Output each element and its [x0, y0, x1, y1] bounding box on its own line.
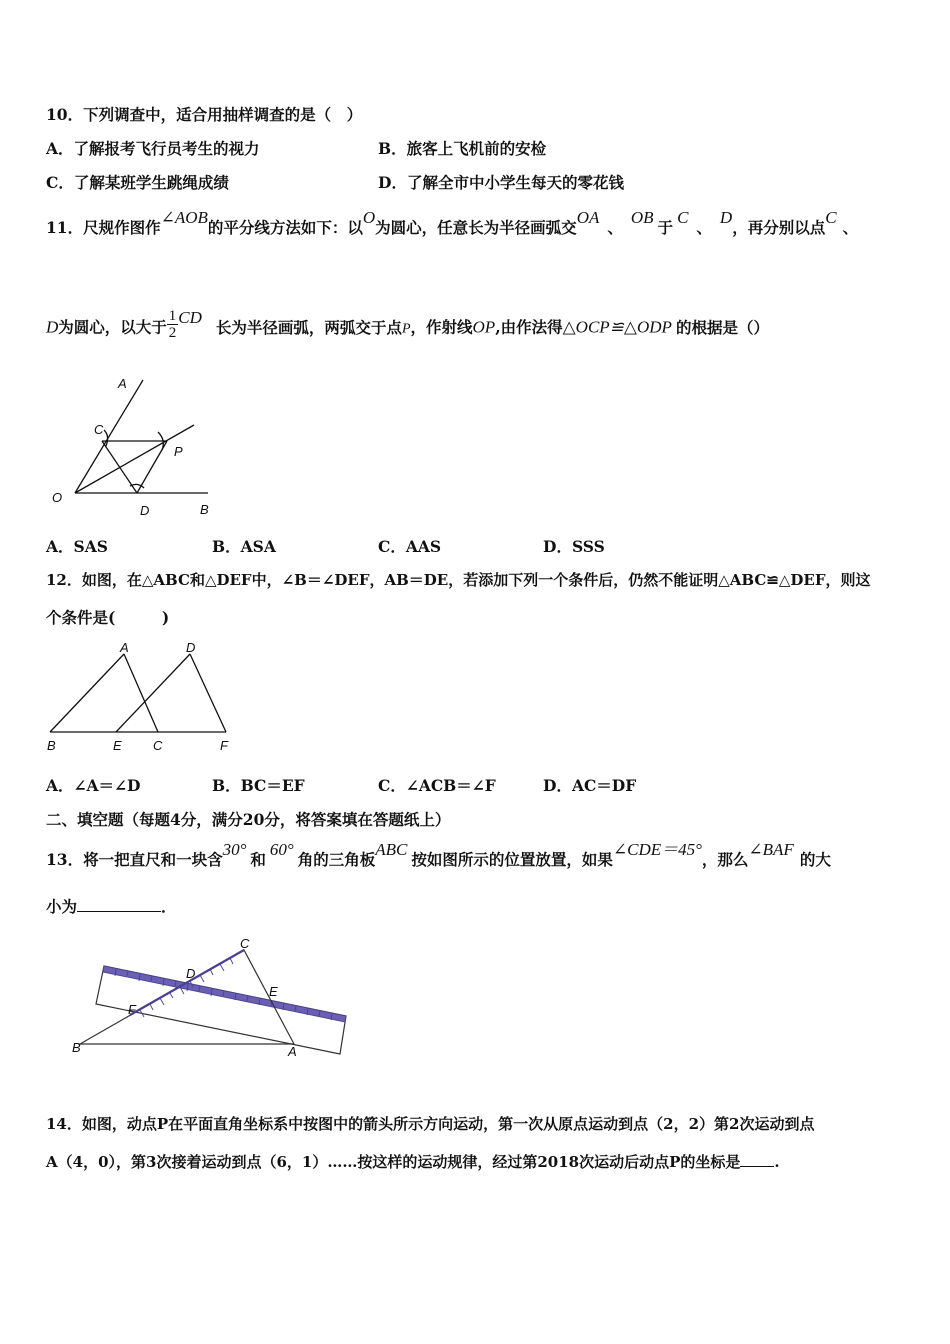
q13-text: ． — [161, 897, 177, 916]
q13-math-angle-baf: ∠BAF — [748, 840, 794, 859]
label-f: F — [220, 738, 228, 753]
q13-text: 按如图所示的位置放置，如果 — [411, 850, 613, 869]
label-e: E — [269, 984, 278, 999]
q13-answer-blank[interactable] — [77, 897, 161, 912]
label-f: F — [128, 1002, 136, 1017]
q14-text: . — [774, 1153, 780, 1171]
label-b: B — [47, 738, 56, 753]
label-b: B — [200, 502, 209, 517]
label-c: C — [153, 738, 163, 753]
q10-option-c: C．了解某班学生跳绳成绩 — [46, 173, 229, 192]
q11-option-b: B．ASA — [212, 537, 276, 556]
q11-math-d: D — [719, 208, 733, 227]
q10-option-b: B．旅客上飞机前的安检 — [378, 139, 547, 158]
q11-angle-bisector-figure — [40, 368, 220, 524]
label-d: D — [186, 640, 196, 655]
q11-text: 长为半径画弧，两弧交于点 — [215, 317, 402, 337]
q13-text: 和 — [250, 850, 266, 869]
q13-math-angle-cde: ∠CDE＝45° — [612, 840, 702, 859]
q12-stem-line2: 个条件是( ) — [46, 608, 170, 627]
q14-text: A（4，0），第3次接着运动到点（6，1）……按这样的运动规律，经过第2018次运动后动点P的坐标是 — [46, 1153, 741, 1171]
q11-option-a: A．SAS — [46, 537, 108, 556]
q11-math-congruence: △OCP≌△ODP — [562, 317, 672, 337]
q11-math-ob: OB — [630, 208, 654, 227]
q13-math-abc: ABC — [375, 840, 408, 859]
ray-op — [75, 425, 194, 493]
q11-text: 的平分线方法如下：以 — [207, 218, 363, 237]
q11-math-o: O — [362, 208, 376, 227]
fraction-denominator: 2 — [168, 325, 177, 341]
q12-option-a: A．∠A＝∠D — [46, 776, 141, 795]
q12-option-b: B．BC＝EF — [212, 776, 305, 795]
label-a: A — [120, 640, 129, 655]
q11-stem-line1 — [46, 208, 859, 238]
q13-math-30deg: 30° — [222, 840, 247, 859]
section-heading-fill-in: 二、填空题（每题4分，满分20分，将答案填在答题纸上） — [46, 810, 451, 829]
q11-option-d: D．SSS — [543, 537, 605, 556]
q13-stem-line2 — [46, 895, 177, 917]
q13-text: 小为 — [46, 897, 78, 916]
q11-text: 于 — [657, 218, 674, 237]
q12-stem-line1: 12．如图，在△ABC和△DEF中，∠B＝∠DEF，AB＝DE，若添加下列一个条件后，仍然不能证明△ABC≌△DEF，则这 — [46, 571, 871, 589]
segment-df — [190, 654, 226, 732]
q13-ruler-triangle-figure — [60, 936, 360, 1066]
q11-math-c: C — [677, 208, 689, 227]
q10-option-d: D．了解全市中小学生每天的零花钱 — [378, 173, 624, 192]
q11-text: ，作射线 — [410, 317, 473, 337]
label-o: O — [52, 490, 63, 505]
q13-text: 的大 — [799, 850, 831, 869]
label-c: C — [240, 936, 250, 951]
label-a: A — [118, 376, 127, 391]
q13-text: 13．将一把直尺和一块含 — [46, 850, 223, 869]
q14-stem-line1: 14．如图，动点P在平面直角坐标系中按图中的箭头所示方向运动，第一次从原点运动到点（2，2）第2次运动到点 — [46, 1115, 815, 1133]
label-c: C — [94, 422, 104, 437]
q11-text: 、 — [696, 218, 712, 237]
q11-stem-line2 — [46, 307, 769, 345]
q11-math-p: P — [401, 321, 411, 337]
label-e: E — [113, 738, 122, 753]
q13-stem-line1 — [46, 840, 831, 870]
q11-text: ，再分别以点 — [732, 218, 826, 237]
q14-stem-line2 — [46, 1151, 780, 1172]
q10-option-a: A．了解报考飞行员考生的视力 — [46, 139, 260, 158]
ray-oa — [75, 380, 143, 493]
q11-option-c: C．AAS — [378, 537, 442, 556]
q13-text: ，那么 — [701, 850, 749, 869]
q11-math-d2: D — [46, 317, 59, 337]
q11-text: 、 — [607, 218, 623, 237]
q11-math-cd: CD — [178, 307, 202, 327]
q11-math-aob: ∠AOB — [160, 208, 208, 227]
segment-ab — [50, 654, 124, 732]
fraction-numerator: 1 — [168, 308, 177, 324]
q11-math-oa: OA — [576, 208, 600, 227]
q11-text: ,由作法得 — [495, 317, 563, 337]
q11-text: 为圆心，任意长为半径画弧交 — [375, 218, 577, 237]
label-d: D — [140, 503, 150, 518]
q11-text: 11．尺规作图作 — [46, 218, 161, 237]
label-b: B — [72, 1040, 81, 1055]
q12-triangles-figure — [40, 640, 240, 758]
label-d: D — [186, 966, 196, 981]
q11-text: 为圆心，以大于 — [58, 317, 167, 337]
q11-math-c2: C — [825, 208, 837, 227]
label-a: A — [288, 1044, 297, 1059]
q12-option-d: D．AC＝DF — [543, 776, 637, 795]
q12-option-c: C．∠ACB＝∠F — [378, 776, 496, 795]
label-p: P — [174, 444, 183, 459]
q11-math-op: OP — [472, 317, 496, 337]
q13-text: 角的三角板 — [297, 850, 376, 869]
q10-stem: 10．下列调查中，适合用抽样调查的是（ ） — [46, 105, 363, 124]
q11-text: 的根据是（） — [675, 317, 769, 337]
q14-answer-blank[interactable] — [740, 1152, 774, 1167]
q13-math-60deg: 60° — [269, 840, 294, 859]
q11-text: 、 — [842, 218, 859, 237]
q11-fraction-half — [167, 308, 179, 341]
